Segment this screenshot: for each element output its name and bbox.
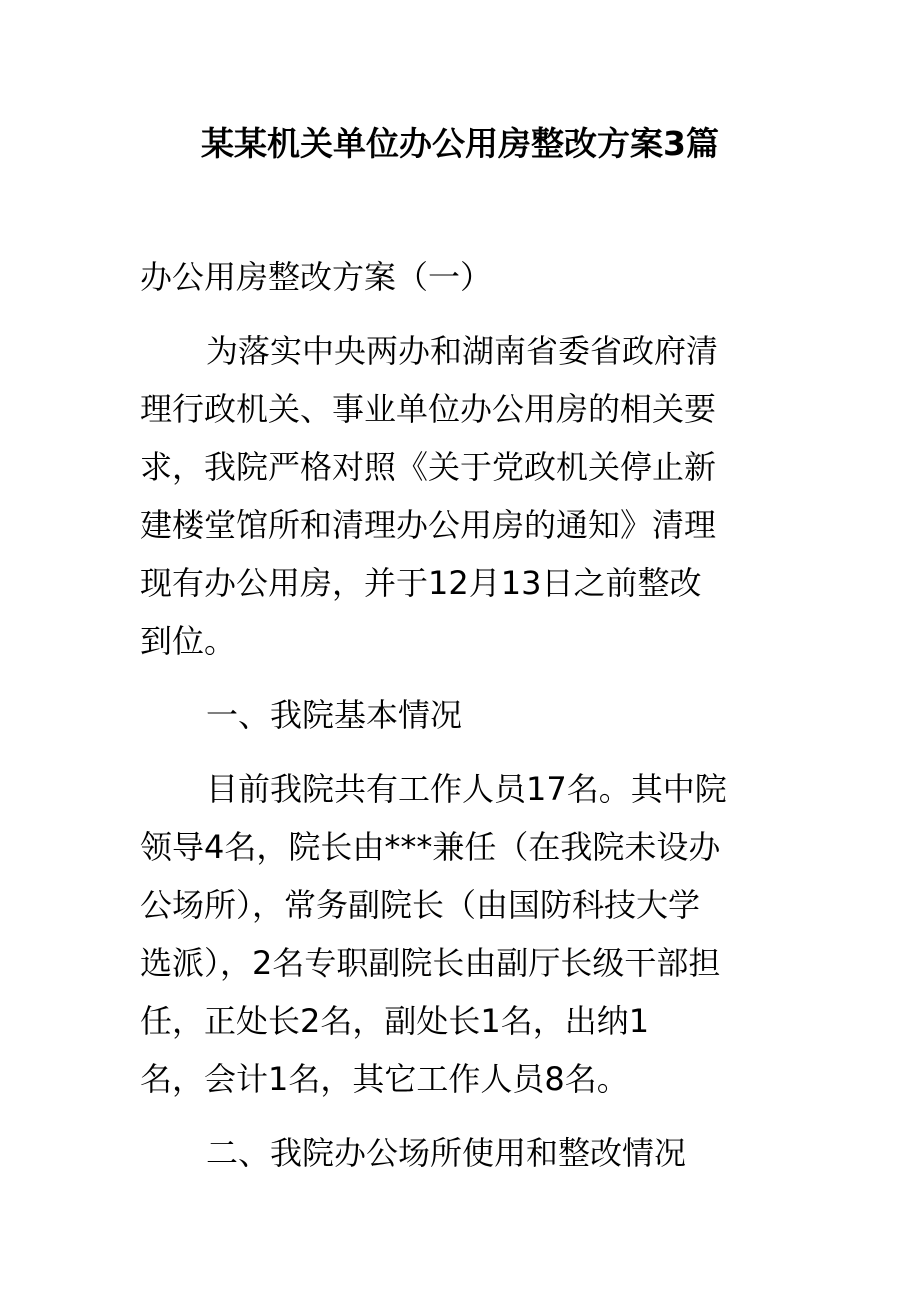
paragraph-line: 建楼堂馆所和清理办公用房的通知》清理 bbox=[140, 506, 717, 544]
paragraph-staff bbox=[140, 760, 780, 1108]
heading-basic-situation bbox=[140, 686, 780, 744]
paragraph-line: 求，我院严格对照《关于党政机关停止新 bbox=[140, 448, 717, 486]
paragraph-line: 公场所），常务副院长（由国防科技大学 bbox=[140, 886, 701, 924]
paragraph-line: 目前我院共有工作人员17名。其中院 bbox=[206, 770, 727, 808]
paragraph-line: 选派），2名专职副院长由副厅长级干部担 bbox=[140, 944, 721, 982]
paragraph-intro bbox=[140, 322, 780, 670]
heading-text: 二、我院办公场所使用和整改情况 bbox=[206, 1134, 687, 1172]
section-title: 办公用房整改方案（一） bbox=[140, 258, 493, 296]
heading-office-usage bbox=[140, 1124, 780, 1182]
paragraph-line: 名，会计1名，其它工作人员8名。 bbox=[140, 1060, 629, 1098]
paragraph-line: 现有办公用房，并于12月13日之前整改 bbox=[140, 564, 702, 602]
document-title: 某某机关单位办公用房整改方案3篇 bbox=[201, 124, 719, 163]
paragraph-line: 为落实中央两办和湖南省委省政府清 bbox=[206, 332, 719, 370]
paragraph-line: 任，正处长2名，副处长1名，出纳1 bbox=[140, 1002, 650, 1040]
paragraph-line: 理行政机关、事业单位办公用房的相关要 bbox=[140, 390, 717, 428]
heading-text: 一、我院基本情况 bbox=[206, 696, 463, 734]
paragraph-line: 领导4名，院长由***兼任（在我院未设办 bbox=[140, 828, 721, 866]
paragraph-line: 到位。 bbox=[140, 622, 237, 660]
